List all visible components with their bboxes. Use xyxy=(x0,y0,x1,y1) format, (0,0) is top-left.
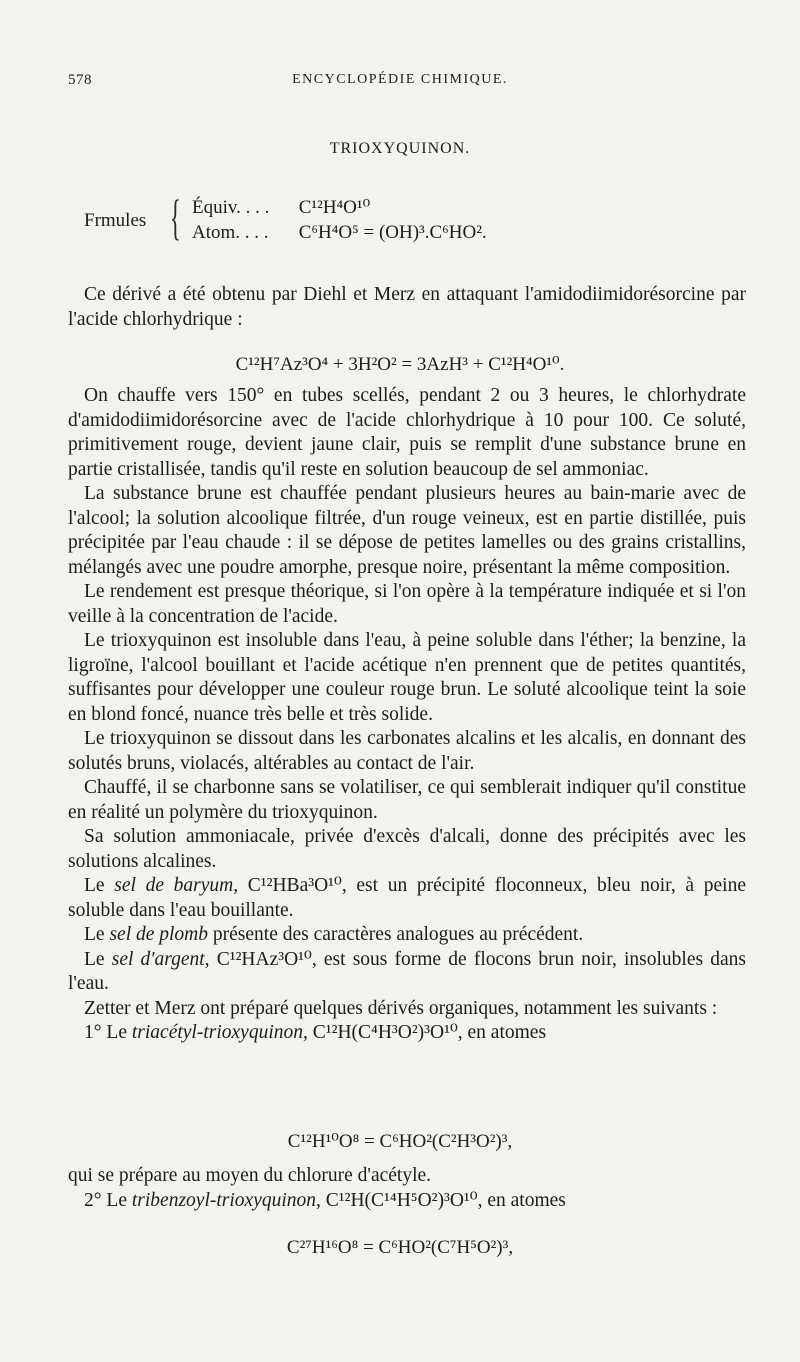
text-run: présente des caractères analogues au précédent. xyxy=(208,924,584,945)
paragraph-item-1 xyxy=(68,1021,746,1046)
brace-symbol: { xyxy=(170,189,181,245)
paragraph-4: Le trioxyquinon est insoluble dans l'eau, à peine soluble dans l'éther; la benzine, la ligroïne, l'alcool bouillant et l'acide acétique n'en prennent que de petites quantités, suffisantes pour développer une couleur rouge brun. Le soluté alcoolique teint la soie en blond foncé, nuance très belle et très solide. xyxy=(68,630,746,725)
term-triacetyl: triacétyl-trioxyquinon xyxy=(131,1022,303,1043)
paragraph-baryum xyxy=(68,874,746,923)
page-number: 578 xyxy=(68,72,92,88)
paragraph-2: La substance brune est chauffée pendant plusieurs heures au bain-marie avec de l'alcool; la solution alcoolique filtrée, d'un rouge veineux, est en partie distillée, puis précipitée par l'eau chaude : il se dépose de petites lamelles ou des grains cristallins, mélangés avec une poudre amorphe, presque noire, présentant la même composition. xyxy=(68,483,746,578)
text-run: , C¹²HBa³O¹⁰, est un précipité floconneux, bleu noir, à peine soluble dans l'eau bouillante. xyxy=(68,875,746,921)
formula-atom-row xyxy=(192,222,487,244)
paragraph-item-2 xyxy=(68,1189,746,1214)
paragraph-argent xyxy=(68,948,746,997)
text-run: 2° Le xyxy=(84,1189,132,1211)
paragraph-6: Chauffé, il se charbonne sans se volatiliser, ce qui semblerait indiquer qu'il constitue en réalité un polymère du trioxyquinon. xyxy=(68,777,746,823)
paragraph-3: Le rendement est presque théorique, si l'on opère à la température indiquée et si l'on veille à la concentration de l'acide. xyxy=(68,581,746,627)
intro-paragraph: Ce dérivé a été obtenu par Diehl et Merz en attaquant l'amidodiimidorésorcine par l'acide chlorhydrique : xyxy=(68,284,746,330)
text-run: Le xyxy=(84,924,110,945)
formula-atom-value: C⁶H⁴O⁵ = (OH)³.C⁶HO². xyxy=(298,222,487,243)
formula-equiv-key: Équiv. . . . xyxy=(192,197,270,218)
paragraph-7: Sa solution ammoniacale, privée d'excès d'alcali, donne des précipités avec les solutions alcalines. xyxy=(68,826,746,872)
equation-2: C¹²H¹⁰O⁸ = C⁶HO²(C²H³O²)³, xyxy=(287,1131,513,1152)
text-run: 1° Le xyxy=(84,1022,132,1043)
closing-block xyxy=(68,1164,746,1213)
section-title: TRIOXYQUINON. xyxy=(329,140,471,157)
term-plomb: sel de plomb xyxy=(109,924,209,945)
text-run: Le xyxy=(84,948,112,970)
body-block xyxy=(68,384,746,1046)
paragraph-5: Le trioxyquinon se dissout dans les carbonates alcalins et les alcalis, en donnant des solutés bruns, violacés, altérables au contact de l'air. xyxy=(68,728,746,774)
paragraph-zetter: Zetter et Merz ont préparé quelques dérivés organiques, notamment les suivants : xyxy=(84,997,718,1019)
text-run: , C¹²H(C¹⁴H⁵O²)³O¹⁰, en atomes xyxy=(316,1189,566,1211)
paragraph-plomb xyxy=(68,923,746,948)
text-run: Le xyxy=(84,875,115,896)
running-head: ENCYCLOPÉDIE CHIMIQUE. xyxy=(292,72,508,87)
intro-block xyxy=(68,283,746,332)
text-run: , C¹²H(C⁴H³O²)³O¹⁰, en atomes xyxy=(303,1022,547,1043)
paragraph-1: On chauffe vers 150° en tubes scellés, pendant 2 ou 3 heures, le chlorhydrate d'amidodiimidorésorcine avec de l'acide chlorhydrique à 10 pour 100. Ce soluté, primitivement rouge, devient jaune clair, puis se remplit d'une substance brune en partie cristallisée, tandis qu'il reste en solution beaucoup de sel ammoniac. xyxy=(68,385,746,480)
term-baryum: sel de baryum xyxy=(114,875,234,896)
term-argent: sel d'argent xyxy=(111,948,205,970)
formula-atom-key: Atom. . . . xyxy=(192,222,269,243)
equation-3: C²⁷H¹⁶O⁸ = C⁶HO²(C⁷H⁵O²)³, xyxy=(286,1237,514,1258)
term-tribenzoyl: tribenzoyl-trioxyquinon xyxy=(131,1189,317,1211)
formulas-label: Frmules xyxy=(84,210,147,231)
text-run: , C¹²HAz³O¹⁰, est sous forme de flocons brun noir, insolubles dans l'eau. xyxy=(68,948,746,994)
paragraph-item-1-tail: qui se prépare au moyen du chlorure d'acétyle. xyxy=(68,1165,432,1186)
formula-equiv-value: C¹²H⁴O¹⁰ xyxy=(298,197,371,218)
equation-1: C¹²H⁷Az³O⁴ + 3H²O² = 3AzH³ + C¹²H⁴O¹⁰. xyxy=(235,354,565,375)
formula-equiv-row xyxy=(192,196,370,219)
page-header xyxy=(68,72,732,92)
